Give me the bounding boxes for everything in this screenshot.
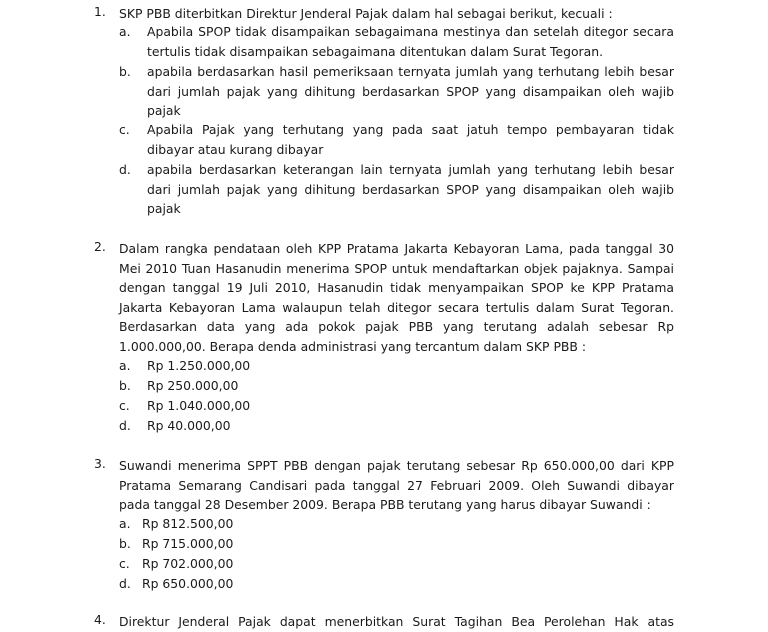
question-text: SKP PBB diterbitkan Direktur Jenderal Pajak dalam hal sebagai berikut, kecuali :	[119, 6, 613, 21]
option-letter: b.	[119, 536, 131, 551]
option-letter: c.	[119, 556, 130, 571]
option-letter: a.	[119, 358, 131, 373]
option-text: Rp 715.000,00	[142, 536, 234, 551]
question-number: 2.	[94, 239, 106, 254]
question-number: 3.	[94, 456, 106, 471]
option-text: Rp 702.000,00	[142, 556, 234, 571]
option-text: apabila berdasarkan hasil pemeriksaan ternyata jumlah yang terhutang lebih besar dari jumlah pajak yang dihitung berdasarkan SPOP yang disampaikan oleh wajib pajak	[147, 64, 674, 118]
option-text: Rp 1.250.000,00	[147, 358, 251, 373]
option-letter: c.	[119, 122, 130, 137]
option-text: Rp 650.000,00	[142, 576, 234, 591]
option-text: Rp 40.000,00	[147, 418, 231, 433]
option-text: apabila berdasarkan keterangan lain ternyata jumlah yang terhutang lebih besar dari jumlah pajak yang dihitung berdasarkan SPOP yang disampaikan oleh wajib pajak	[147, 162, 674, 216]
option-letter: d.	[119, 418, 131, 433]
question-text: Dalam rangka pendataan oleh KPP Pratama Jakarta Kebayoran Lama, pada tanggal 30 Mei 2010 Tuan Hasanudin menerima SPOP untuk mendaftarkan objek pajaknya. Sampai dengan tanggal 19 Juli 2010, Hasanudin tidak menyampaikan SPOP ke KPP Pratama Jakarta Kebayoran Lama walaupun telah ditegor secara tertulis dalam Surat Tegoran. Berdasarkan data yang ada pokok pajak PBB yang terutang adalah sebesar Rp 1.000.000,00. Berapa denda administrasi yang tercantum dalam SKP PBB :	[119, 241, 674, 354]
option-text: Rp 812.500,00	[142, 516, 234, 531]
option-letter: d.	[119, 576, 131, 591]
option-letter: c.	[119, 398, 130, 413]
option-text: Apabila Pajak yang terhutang yang pada saat jatuh tempo pembayaran tidak dibayar atau kurang dibayar	[147, 122, 674, 157]
option-letter: b.	[119, 64, 131, 79]
question-number: 4.	[94, 612, 106, 627]
option-c	[119, 120, 674, 160]
option-a	[119, 22, 674, 62]
question-text: Suwandi menerima SPPT PBB dengan pajak terutang sebesar Rp 650.000,00 dari KPP Pratama Semarang Candisari pada tanggal 27 Februari 2009. Oleh Suwandi dibayar pada tanggal 28 Desember 2009. Berapa PBB terutang yang harus dibayar Suwandi :	[119, 458, 674, 512]
question-number: 1.	[94, 4, 106, 19]
option-text: Rp 1.040.000,00	[147, 398, 251, 413]
question-text: Direktur Jenderal Pajak dapat menerbitkan Surat Tagihan Bea Perolehan Hak atas	[119, 614, 674, 629]
option-text: Rp 250.000,00	[147, 378, 239, 393]
option-letter: a.	[119, 516, 131, 531]
option-text: Apabila SPOP tidak disampaikan sebagaimana mestinya dan setelah ditegor secara tertulis tidak disampaikan sebagaimana ditentukan dalam Surat Tegoran.	[147, 24, 674, 59]
option-letter: a.	[119, 24, 131, 39]
option-b	[119, 62, 674, 122]
option-letter: d.	[119, 162, 131, 177]
option-letter: b.	[119, 378, 131, 393]
option-d	[119, 160, 674, 220]
